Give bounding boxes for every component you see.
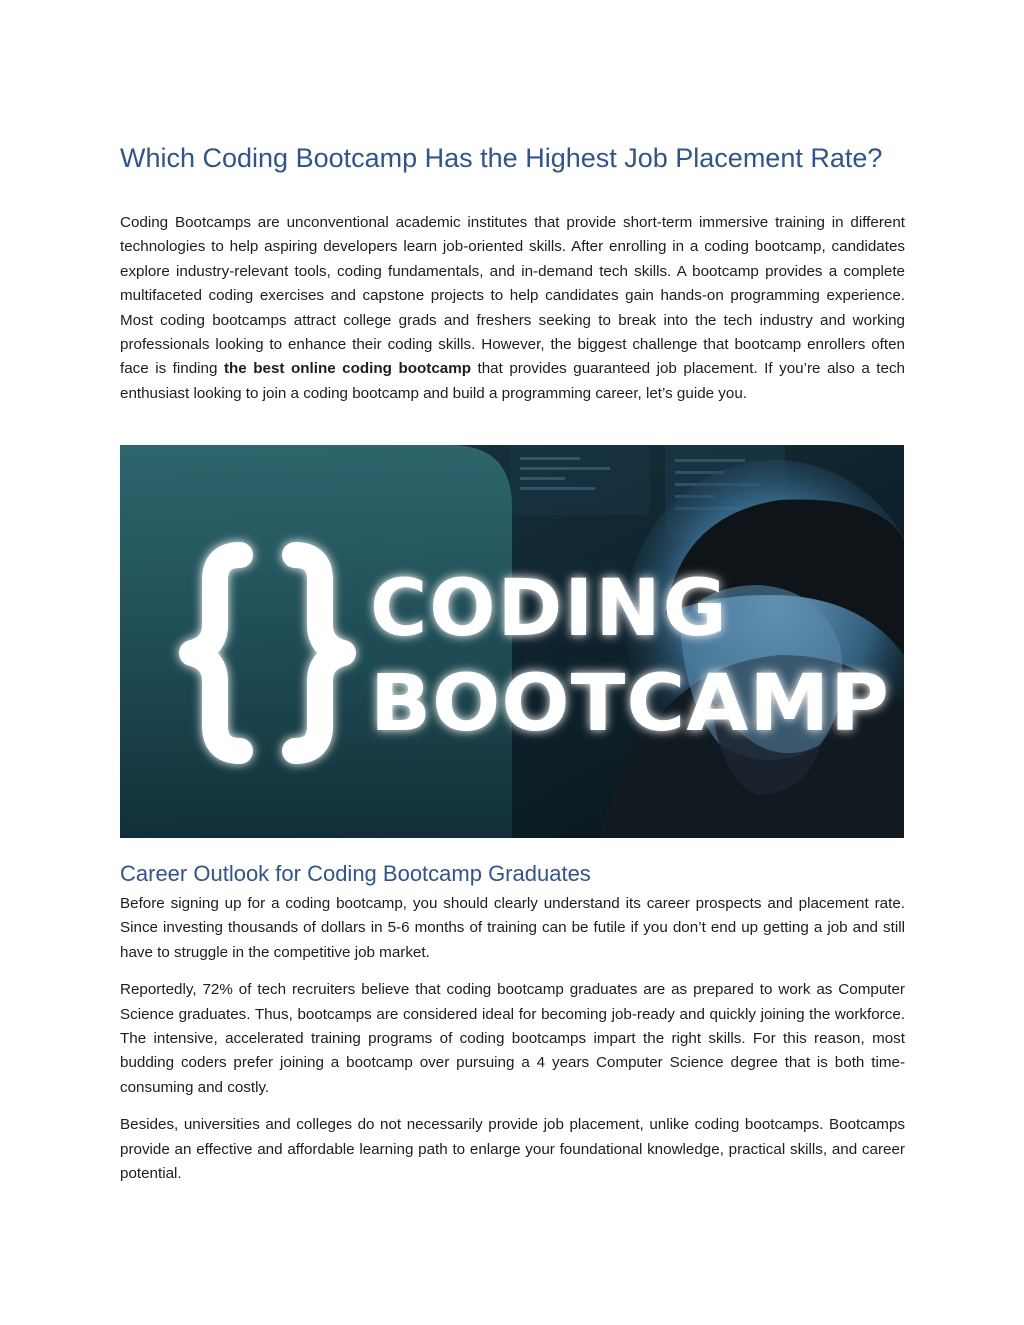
hero-line-bootcamp: BOOTCAMP	[370, 659, 890, 749]
article-title: Which Coding Bootcamp Has the Highest Job Placement Rate?	[120, 143, 883, 173]
section-paragraph: Reportedly, 72% of tech recruiters believe that coding bootcamp graduates are as prepared to work as Computer Science graduates. Thus, bootcamps are considered ideal for becoming job-ready and quickly joining the workforce. The intensive, accelerated training programs of coding bootcamps impart the right skills. For this reason, most budding coders prefer joining a bootcamp over pursuing a 4 years Computer Science degree that is both time-consuming and costly.	[120, 981, 905, 1096]
hero-illustration	[120, 445, 904, 838]
intro-text-start: Coding Bootcamps are unconventional academic institutes that provide short-term immersive training in different technologies to help aspiring developers learn job-oriented skills. After enrolling in a coding bootcamp, candidates explore industry-relevant tools, coding fundamentals, and in-demand tech skills. A bootcamp provides a complete multifaceted coding exercises and capstone projects to help candidates gain hands-on programming experience. Most coding bootcamps attract college grads and freshers seeking to break into the tech industry and working professionals looking to enhance their coding skills. However, the biggest challenge that bootcamp enrollers often face is finding	[120, 214, 905, 378]
intro-bold-link-text: the best online coding bootcamp	[223, 360, 472, 378]
section-heading: Career Outlook for Coding Bootcamp Graduates	[120, 861, 591, 886]
hero-image	[120, 445, 904, 838]
section-paragraph: Before signing up for a coding bootcamp, you should clearly understand its career prospects and placement rate. Since investing thousands of dollars in 5-6 months of training can be futile if you don’t end up getting a job and still have to struggle in the competitive job market.	[120, 895, 905, 961]
hero-line-coding: CODING	[370, 564, 729, 654]
intro-text-end: that provides guaranteed job placement. If you’re also a tech enthusiast looking to join a coding bootcamp and build a programming career, let’s guide you.	[120, 360, 905, 402]
intro-paragraph	[120, 211, 905, 406]
section-body	[120, 892, 905, 1199]
section-paragraph: Besides, universities and colleges do not necessarily provide job placement, unlike coding bootcamps. Bootcamps provide an effective and affordable learning path to enlarge your foundational knowledge, practical skills, and career potential.	[120, 1116, 905, 1183]
